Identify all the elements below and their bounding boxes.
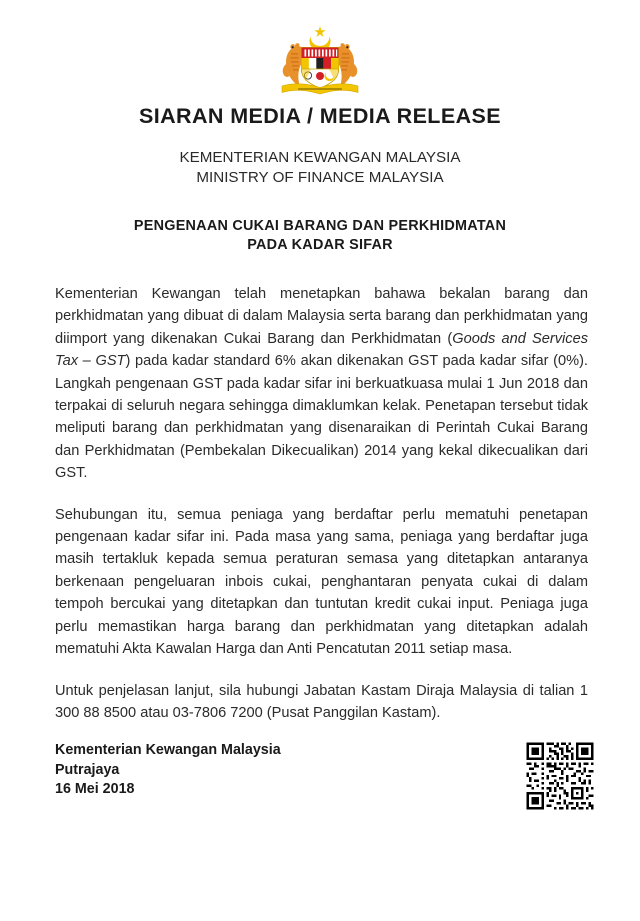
qr-code-container xyxy=(524,740,596,812)
qr-code-icon xyxy=(524,740,596,812)
ministry-subtitle xyxy=(0,148,640,188)
ministry-name-en: MINISTRY OF FINANCE MALAYSIA xyxy=(196,169,444,186)
body-content xyxy=(55,283,588,724)
signature-ministry: Kementerian Kewangan Malaysia xyxy=(55,742,281,758)
paragraph-1-text-part1: Kementerian Kewangan telah menetapkan bahawa bekalan barang dan perkhidmatan yang dibuat di dalam Malaysia serta barang dan perkhidmatan yang diimport yang dikenakan Cukai Barang dan Perkhidmatan ( xyxy=(55,286,588,347)
paragraph-1 xyxy=(55,283,588,485)
paragraph-1-text-part2: ) pada kadar standard 6% akan dikenakan GST pada kadar sifar (0%). Langkah pengenaan GST pada kadar sifar ini berkuatkuasa mulai 1 Jun 2018 dan terpakai di seluruh negara sehingga dimaklumkan kelak. Penetapan tersebut tidak meliputi barang dan perkhidmatan yang disenaraikan di Perintah Cukai Barang dan Perkhidmatan (Pembekalan Dikecualikan) 2014 yang kekal dikecualikan dari GST. xyxy=(55,353,588,482)
signature-block xyxy=(55,741,281,800)
paragraph-1-italic-term: Goods and Services Tax – GST xyxy=(55,330,588,370)
signature-date: 16 Mei 2018 xyxy=(55,781,135,797)
signature-location: Putrajaya xyxy=(55,761,120,778)
document-heading-line2: PADA KADAR SIFAR xyxy=(247,237,393,253)
document-heading xyxy=(0,217,640,255)
paragraph-3: Untuk penjelasan lanjut, sila hubungi Jabatan Kastam Diraja Malaysia di talian 1 300 88 8500 atau 03-7806 7200 (Pusat Panggilan Kastam). xyxy=(55,682,588,721)
emblem-container xyxy=(0,22,640,100)
malaysia-coat-of-arms-icon xyxy=(274,22,366,100)
ministry-name-ms: KEMENTERIAN KEWANGAN MALAYSIA xyxy=(179,149,461,166)
document-heading-line1: PENGENAAN CUKAI BARANG DAN PERKHIDMATAN xyxy=(133,218,507,234)
paragraph-2: Sehubungan itu, semua peniaga yang berdaftar perlu mematuhi penetapan pengenaan kadar sifar ini. Pada masa yang sama, peniaga yang berdaftar juga masih tertakluk kepada semua peraturan semasa yang ditetapkan antaranya berkenaan pengeluaran inbois cukai, penghantaran penyata cukai di dalam tempoh bercukai yang ditetapkan dan tuntutan kredit cukai input. Peniaga juga perlu memastikan harga barang dan perkhidmatan yang ditetapkan adalah mematuhi Akta Kawalan Harga dan Anti Pencatutan 2011 setiap masa. xyxy=(55,506,588,658)
page-title: SIARAN MEDIA / MEDIA RELEASE xyxy=(139,104,501,128)
